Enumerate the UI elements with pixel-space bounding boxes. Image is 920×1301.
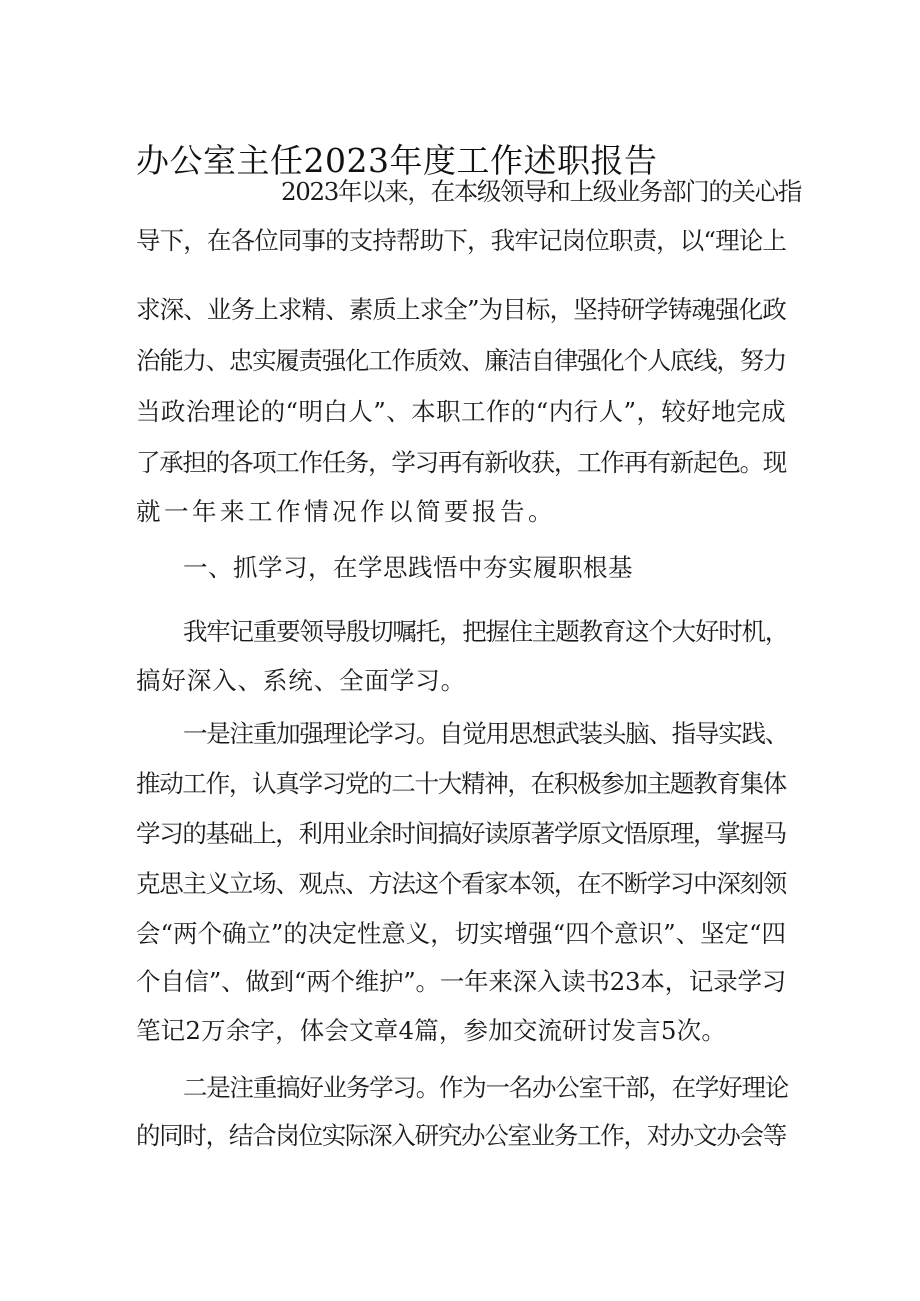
- paragraph-line: 就一年来工作情况作以简要报告。: [136, 497, 556, 526]
- paragraph-line: 求深、业务上求精、素质上求全”为目标，坚持研学铸魂强化政: [136, 295, 786, 324]
- paragraph-line: 2023年以来，在本级领导和上级业务部门的关心指: [281, 177, 801, 206]
- paragraph-line: 我牢记重要领导殷切嘱托，把握住主题教育这个大好时机，: [183, 617, 788, 646]
- section-heading: 一、抓学习，在学思践悟中夯实履职根基: [183, 553, 633, 582]
- paragraph-line: 治能力、忠实履责强化工作质效、廉洁自律强化个人底线，努力: [136, 346, 786, 375]
- paragraph-line: 搞好深入、系统、全面学习。: [136, 666, 466, 695]
- paragraph-line: 了承担的各项工作任务，学习再有新收获，工作再有新起色。现: [136, 448, 786, 477]
- paragraph-line: 的同时，结合岗位实际深入研究办公室业务工作，对办文办会等: [136, 1121, 786, 1150]
- paragraph-line: 一是注重加强理论学习。自觉用思想武装头脑、指导实践、: [183, 719, 788, 748]
- paragraph-line: 克思主义立场、观点、方法这个看家本领，在不断学习中深刻领: [136, 869, 786, 898]
- paragraph-line: 二是注重搞好业务学习。作为一名办公室干部，在学好理论: [183, 1073, 788, 1102]
- paragraph-line: 会“两个确立”的决定性意义，切实增强“四个意识”、坚定“四: [136, 919, 786, 948]
- paragraph-line: 当政治理论的“明白人”、本职工作的“内行人”，较好地完成: [136, 397, 786, 426]
- paragraph-line: 笔记2万余字，体会文章4篇，参加交流研讨发言5次。: [136, 1016, 726, 1045]
- paragraph-line: 导下，在各位同事的支持帮助下，我牢记岗位职责，以“理论上: [136, 226, 786, 255]
- document-title: 办公室主任2023年度工作述职报告: [136, 141, 658, 180]
- paragraph-line: 个自信”、做到“两个维护”。一年来深入读书23本，记录学习: [136, 967, 786, 996]
- paragraph-line: 学习的基础上，利用业余时间搞好读原著学原文悟原理，掌握马: [136, 819, 786, 848]
- paragraph-line: 推动工作，认真学习党的二十大精神，在积极参加主题教育集体: [136, 769, 786, 798]
